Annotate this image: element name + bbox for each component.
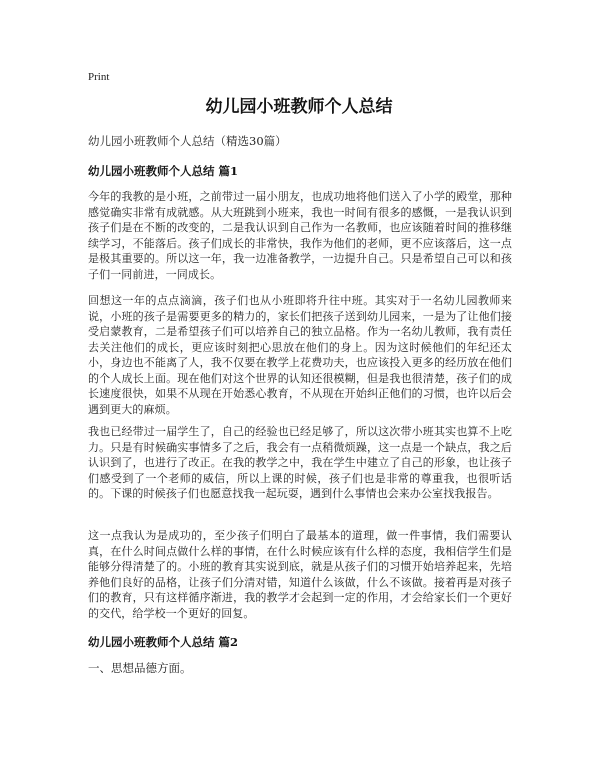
- paragraph-1: 今年的我教的是小班，之前带过一届小朋友，也成功地将他们送入了小学的殿堂，那种感觉确实非常有成就感。从大班跳到小班来，我也一时间有很多的感慨，一是我认识到孩子们是在不断的改变的，二是我认识到自己作为一名教师，也应该随着时间的推移继续学习，不能落后。孩子们成长的非常快，我作为他们的老师，更不应该落后，这一点是极其重要的。所以这一年，我一边准备教学，一边提升自己。只是希望自己可以和孩子们一同前进，一同成长。: [88, 190, 512, 281]
- document-title: 幼儿园小班教师个人总结: [205, 97, 393, 117]
- paragraph-4: 这一点我认为是成功的，至少孩子们明白了最基本的道理，做一件事情，我们需要认真，在什么时间点做什么样的事情，在什么时候应该有什么样的态度，我相信学生们是能够分得清楚了的。小班的教育其实说到底，就是从孩子们的习惯开始培养起来，先培养他们良好的品格，让孩子们分清对错，知道什么该做，什么不该做。接着再是对孩子们的教育，只有这样循序渐进，我的教学才会起到一定的作用，才会给家长们一个更好的交代，给学校一个更好的回复。: [88, 529, 512, 620]
- paragraph-2: 回想这一年的点点滴滴，孩子们也从小班即将升往中班。其实对于一名幼儿园教师来说，小班的孩子是需要更多的精力的，家长们把孩子送到幼儿园来，一是为了让他们接受启蒙教育，二是希望孩子们可以培养自己的独立品格。作为一名幼儿教师，我有责任去关注他们的成长，更应该时刻把心思放在他们的身上。因为这时候他们的年纪还太小，身边也不能离了人，我不仅要在教学上花费功夫，也应该投入更多的经历放在他们的个人成长上面。现在他们对这个世界的认知还很模糊，但是我也很清楚，孩子们的成长速度很快，如果不从现在开始悉心教育，不从现在开始纠正他们的习惯，也许以后会遇到更大的麻烦。: [88, 294, 512, 416]
- section-heading-1: 幼儿园小班教师个人总结 篇1: [88, 164, 239, 178]
- section-2-first-line: 一、思想品德方面。: [88, 661, 192, 675]
- print-label: Print: [88, 71, 110, 83]
- section-heading-2: 幼儿园小班教师个人总结 篇2: [88, 635, 239, 649]
- document-subtitle: 幼儿园小班教师个人总结（精选30篇）: [88, 134, 287, 148]
- paragraph-3: 我也已经带过一届学生了，自己的经验也已经足够了，所以这次带小班其实也算不上吃力。只是有时候确实事情多了之后，我会有一点稍微烦躁，这一点是一个缺点，我之后认识到了，也进行了改正。在我的教学之中，我在学生中建立了自己的形象，也让孩子们感受到了一个老师的威信，所以上课的时候，孩子们也是非常的尊重我，也很听话的。下课的时候孩子们也愿意找我一起玩耍，遇到什么事情也会来办公室找我报告。: [88, 425, 512, 500]
